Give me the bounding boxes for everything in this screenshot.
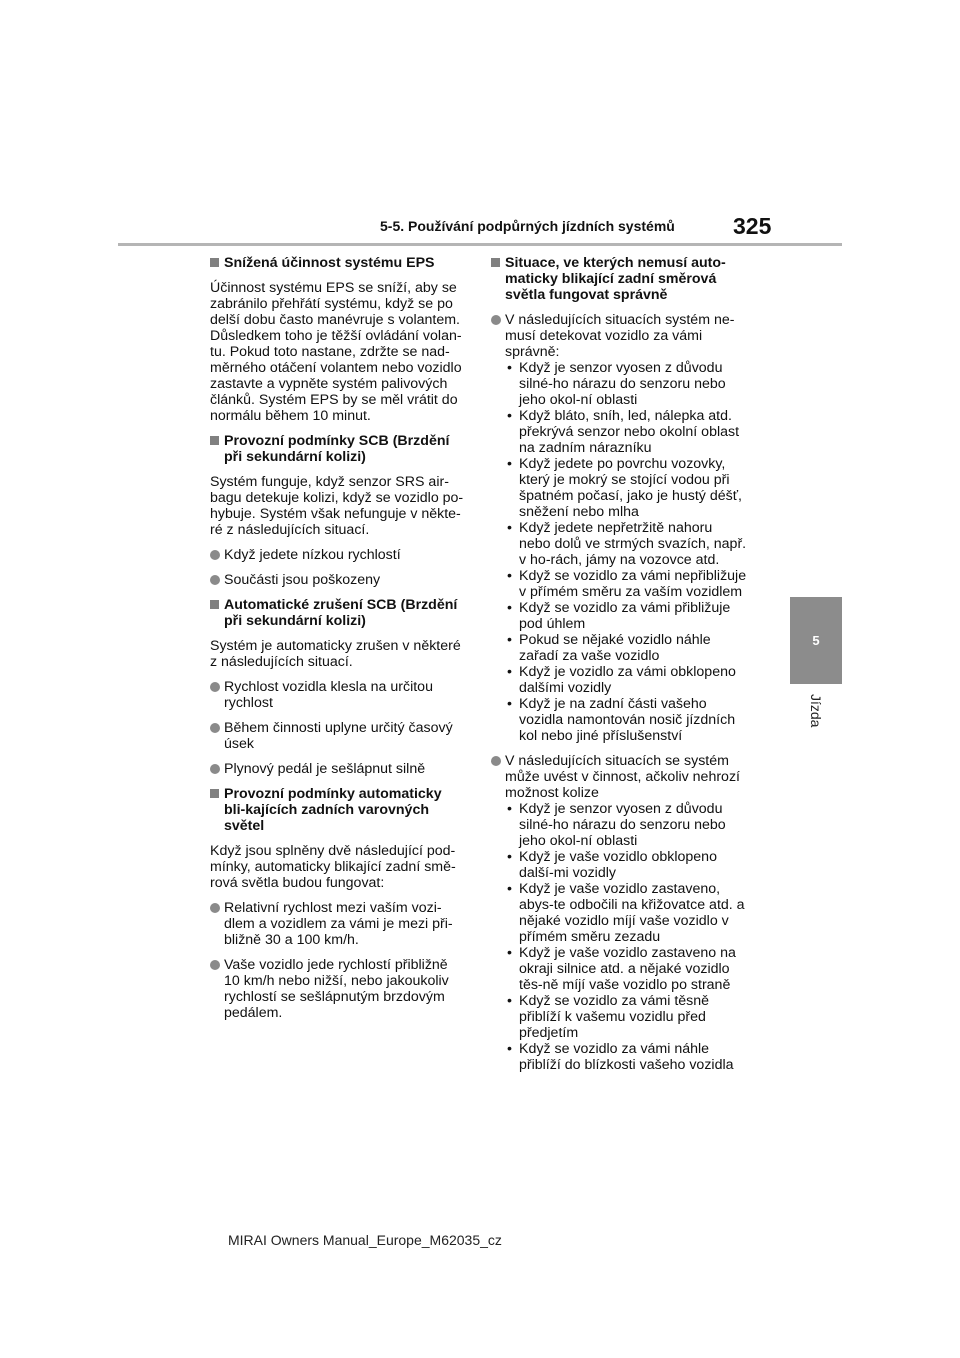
item-text: Vaše vozidlo jede rychlostí přibližně 10 km/h nebo nižší, nebo jakoukoliv rychlostí se sešlápnutým brzdovým pedálem. [224,957,449,1021]
sub-item-text: Když je vaše vozidlo zastaveno, abys-te odbočili na křižovatce atd. a nějaké vozidlo míjí vaše vozidlo v přímém směru zezadu [519,881,745,945]
sub-list [505,801,747,1073]
right-column [491,255,747,1082]
sub-item-text: Když je vaše vozidlo obklopeno další-mi vozidly [519,849,717,881]
sub-item-text: Když je vaše vozidlo zastaveno na okraji silnice atd. a nějaké vozidlo těs-ně míjí vaše vozidlo po straně [519,945,736,993]
sub-list-item [505,520,747,568]
circle-bullet-icon [210,723,220,733]
square-bullet-icon [210,258,219,267]
bullet-icon: • [507,801,512,817]
circle-bullet-icon [210,903,220,913]
heading-text: Provozní podmínky automaticky bli-kajících zadních varovných světel [224,786,442,834]
sub-list-item [505,993,747,1041]
page-number: 325 [733,213,772,239]
section-heading [210,433,466,465]
chapter-tab: 5 [790,597,842,684]
section-heading [491,255,747,303]
circle-bullet-icon [210,550,220,560]
bullet-icon: • [507,993,512,1009]
sub-item-text: Když se vozidlo za vámi náhle přiblíží do blízkosti vašeho vozidla [519,1041,734,1073]
sub-list-item [505,632,747,664]
footer-text: MIRAI Owners Manual_Europe_M62035_cz [228,1232,502,1248]
bullet-icon: • [507,945,512,961]
bullet-icon: • [507,696,512,712]
sub-item-text: Když jedete nepřetržitě nahoru nebo dolů ve strmých svazích, např. v ho-rách, jámy na vozovce atd. [519,520,747,568]
bullet-icon: • [507,520,512,536]
sub-item-text: Když je senzor vyosen z důvodu silné-ho nárazu do senzoru nebo jeho okol-ní oblasti [519,360,726,408]
sub-list-item [505,360,747,408]
list-item [491,312,747,744]
list-item [210,720,466,752]
sub-list-item [505,849,747,881]
sub-list-item [505,600,747,632]
sub-item-text: Když se vozidlo za vámi těsně přiblíží k vašemu vozidlu před předjetím [519,993,710,1041]
sub-item-text: Pokud se nějaké vozidlo náhle zařadí za vaše vozidlo [519,632,711,664]
sub-list-item [505,696,747,744]
square-bullet-icon [210,789,219,798]
heading-text: Situace, ve kterých nemusí auto-maticky blikající zadní směrová světla fungovat správně [505,255,726,303]
list-item [210,957,466,1021]
sub-list-item [505,881,747,945]
chapter-label [790,694,842,754]
sub-item-text: Když bláto, sníh, led, nálepka atd. překrývá senzor nebo okolní oblast na zadním nárazníku [519,408,740,456]
list-item [491,753,747,1073]
item-text: Rychlost vozidla klesla na určitou rychlost [224,679,433,711]
sub-list-item [505,945,747,993]
section-heading [210,597,466,629]
sub-item-text: Když je na zadní části vašeho vozidla namontován nosič jízdních kol nebo jiné příslušenství [519,696,736,744]
list-item [210,547,466,563]
sub-item-text: Když jedete po povrchu vozovky, který je mokrý se stojící vodou při špatném počasí, jako je hustý déšť, sněžení nebo mlha [519,456,742,520]
paragraph: Systém funguje, když senzor SRS air-bagu detekuje kolizi, když se vozidlo po-hybuje. Systém však nefunguje v někte-ré z následujících situací. [210,474,464,538]
square-bullet-icon [210,600,219,609]
item-text: Když jedete nízkou rychlostí [224,547,401,563]
circle-bullet-icon [210,764,220,774]
bullet-icon: • [507,1041,512,1057]
bullet-icon: • [507,456,512,472]
circle-bullet-icon [210,575,220,585]
heading-text: Automatické zrušení SCB (Brzdění při sekundární kolizi) [224,597,458,629]
sub-item-text: Když se vozidlo za vámi nepřibližuje v přímém směru za vaším vozidlem [519,568,747,600]
sub-list-item [505,1041,747,1073]
bullet-icon: • [507,881,512,897]
sub-list-item [505,801,747,849]
bullet-icon: • [507,849,512,865]
sub-list [505,360,747,744]
bullet-icon: • [507,360,512,376]
square-bullet-icon [491,258,500,267]
sub-item-text: Když je senzor vyosen z důvodu silné-ho nárazu do senzoru nebo jeho okol-ní oblasti [519,801,726,849]
circle-bullet-icon [210,682,220,692]
header-section-title: 5-5. Používání podpůrných jízdních systémů [380,218,675,234]
chapter-label-text: Jízda [808,694,824,728]
item-text: V následujících situacích se systém může uvést v činnost, ačkoliv nehrozí možnost kolize [505,753,740,801]
sub-item-text: Když je vozidlo za vámi obklopeno dalšími vozidly [519,664,736,696]
bullet-icon: • [507,664,512,680]
list-item [210,900,466,948]
heading-text: Snížená účinnost systému EPS [224,255,435,271]
list-item [210,572,466,588]
paragraph: Účinnost systému EPS se sníží, aby se zabránilo přehřátí systému, když se po delší dobu často manévruje s volantem. Důsledkem toho je těžší ovládání volan-tu. Pokud toto nastane, zdržte se nad-měrného otáčení volantem nebo vozidlo zastavte a vypněte systém palivových článků. Systém EPS by se měl vrátit do normálu během 10 minut. [210,280,462,424]
sub-list-item [505,568,747,600]
item-text: Plynový pedál je sešlápnut silně [224,761,426,777]
list-item [210,679,466,711]
item-text: Součásti jsou poškozeny [224,572,381,588]
sub-list-item [505,408,747,456]
sub-list-item [505,664,747,696]
left-column [210,255,466,1030]
item-text: Relativní rychlost mezi vaším vozi-dlem a vozidlem za vámi je mezi při-bližně 30 a 100 km/h. [224,900,453,948]
bullet-icon: • [507,600,512,616]
circle-bullet-icon [491,315,501,325]
paragraph: Když jsou splněny dvě následující pod-mínky, automaticky blikající zadní smě-rová světla budou fungovat: [210,843,456,891]
section-heading [210,786,466,834]
bullet-icon: • [507,632,512,648]
square-bullet-icon [210,436,219,445]
header-rule [118,243,842,246]
list-item [210,761,466,777]
circle-bullet-icon [491,756,501,766]
bullet-icon: • [507,568,512,584]
paragraph: Systém je automaticky zrušen v některé z následujících situací. [210,638,461,670]
sub-list-item [505,456,747,520]
sub-item-text: Když se vozidlo za vámi přibližuje pod úhlem [519,600,731,632]
bullet-icon: • [507,408,512,424]
circle-bullet-icon [210,960,220,970]
heading-text: Provozní podmínky SCB (Brzdění při sekundární kolizi) [224,433,450,465]
section-heading [210,255,466,271]
item-text: V následujících situacích systém ne-musí detekovat vozidlo za vámi správně: [505,312,735,360]
item-text: Během činnosti uplyne určitý časový úsek [224,720,453,752]
